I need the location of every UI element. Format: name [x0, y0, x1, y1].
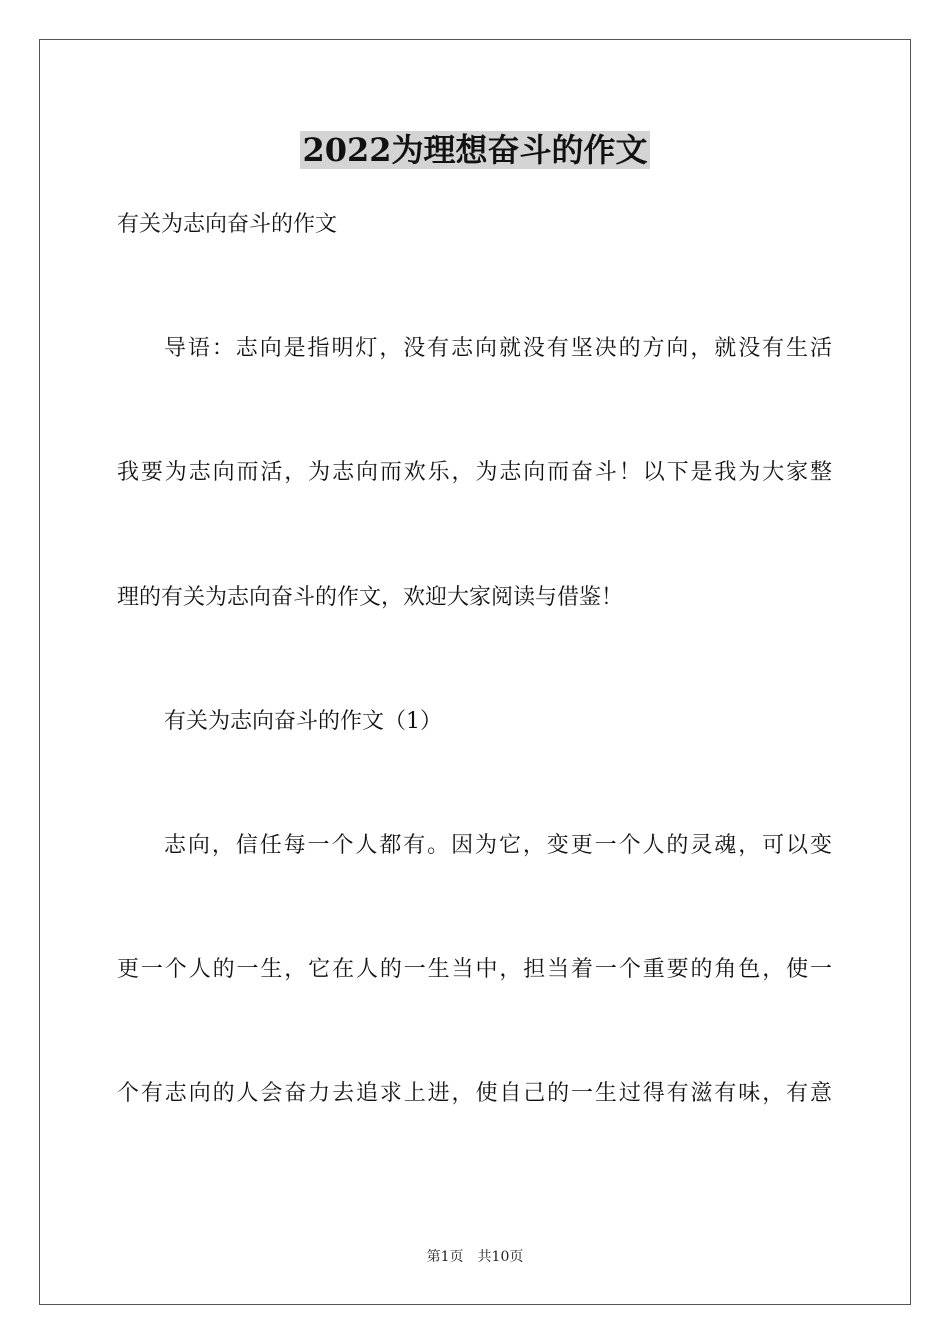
paragraph-line: 导语：志向是指明灯，没有志向就没有坚决的方向，就没有生活: [164, 336, 832, 361]
page-footer: [0, 1247, 950, 1267]
document-title: [0, 128, 950, 172]
section-heading: 有关为志向奋斗的作文（1）: [164, 709, 442, 734]
paragraph-line: 更一个人的一生，它在人的一生当中，担当着一个重要的角色，使一: [117, 957, 832, 982]
page-number: 第1页: [426, 1249, 464, 1265]
paragraph-line: 个有志向的人会奋力去追求上进，使自己的一生过得有滋有味，有意: [117, 1081, 832, 1106]
document-title-text: 2022为理想奋斗的作文: [302, 131, 648, 169]
page-total: 共10页: [477, 1249, 524, 1265]
paragraph-line: 理的有关为志向奋斗的作文，欢迎大家阅读与借鉴！: [117, 585, 624, 610]
paragraph-line: 我要为志向而活，为志向而欢乐，为志向而奋斗！以下是我为大家整: [117, 460, 832, 485]
subtitle-line: 有关为志向奋斗的作文: [117, 212, 338, 237]
paragraph-line: 志向，信任每一个人都有。因为它，变更一个人的灵魂，可以变: [164, 833, 832, 858]
